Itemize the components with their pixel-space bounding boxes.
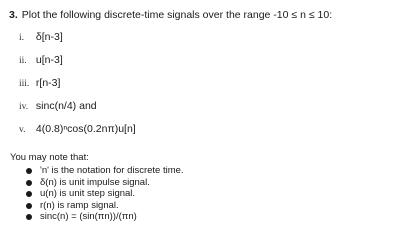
signal-item-i [19,31,63,43]
item-numeral: i. [19,33,25,43]
item-expression: sinc(n/4) and [35,100,97,112]
item-expression: δ[n-3] [35,31,63,43]
note-text: sinc(n) = (sin(πn))/(πn) [40,211,137,223]
note-text: u(n) is unit step signal. [40,188,136,200]
note-item [26,211,184,223]
item-numeral: ii. [19,56,27,66]
note-text: r(n) is ramp signal. [40,199,119,211]
item-numeral: iv. [19,102,29,112]
signal-item-ii [19,54,63,66]
item-expression: u[n-3] [35,54,63,66]
note-text: δ(n) is unit impulse signal. [40,176,150,188]
note-item [26,200,184,212]
item-numeral: v. [19,125,26,135]
bullet-icon [26,203,32,209]
question-number: 3. [9,9,18,21]
bullet-icon [26,180,32,186]
question-text: Plot the following discrete-time signals over the range -10 ≤ n ≤ 10: [21,9,333,21]
bullet-icon [26,168,32,174]
item-numeral: iii. [19,79,30,89]
question-title [9,9,332,21]
bullet-icon [26,214,32,220]
bullet-icon [26,191,32,197]
signal-item-v [19,123,136,135]
note-item [26,177,184,189]
item-expression: r[n-3] [35,77,61,89]
signal-item-iii [19,77,60,89]
signal-item-iv [19,100,97,112]
note-text: 'n' is the notation for discrete time. [40,165,184,176]
note-item [26,165,184,177]
note-item [26,188,184,200]
notes-list [26,165,184,223]
notes-heading: You may note that: [10,152,89,163]
item-expression: 4(0.8)ⁿcos(0.2nπ)u[n] [35,123,136,135]
